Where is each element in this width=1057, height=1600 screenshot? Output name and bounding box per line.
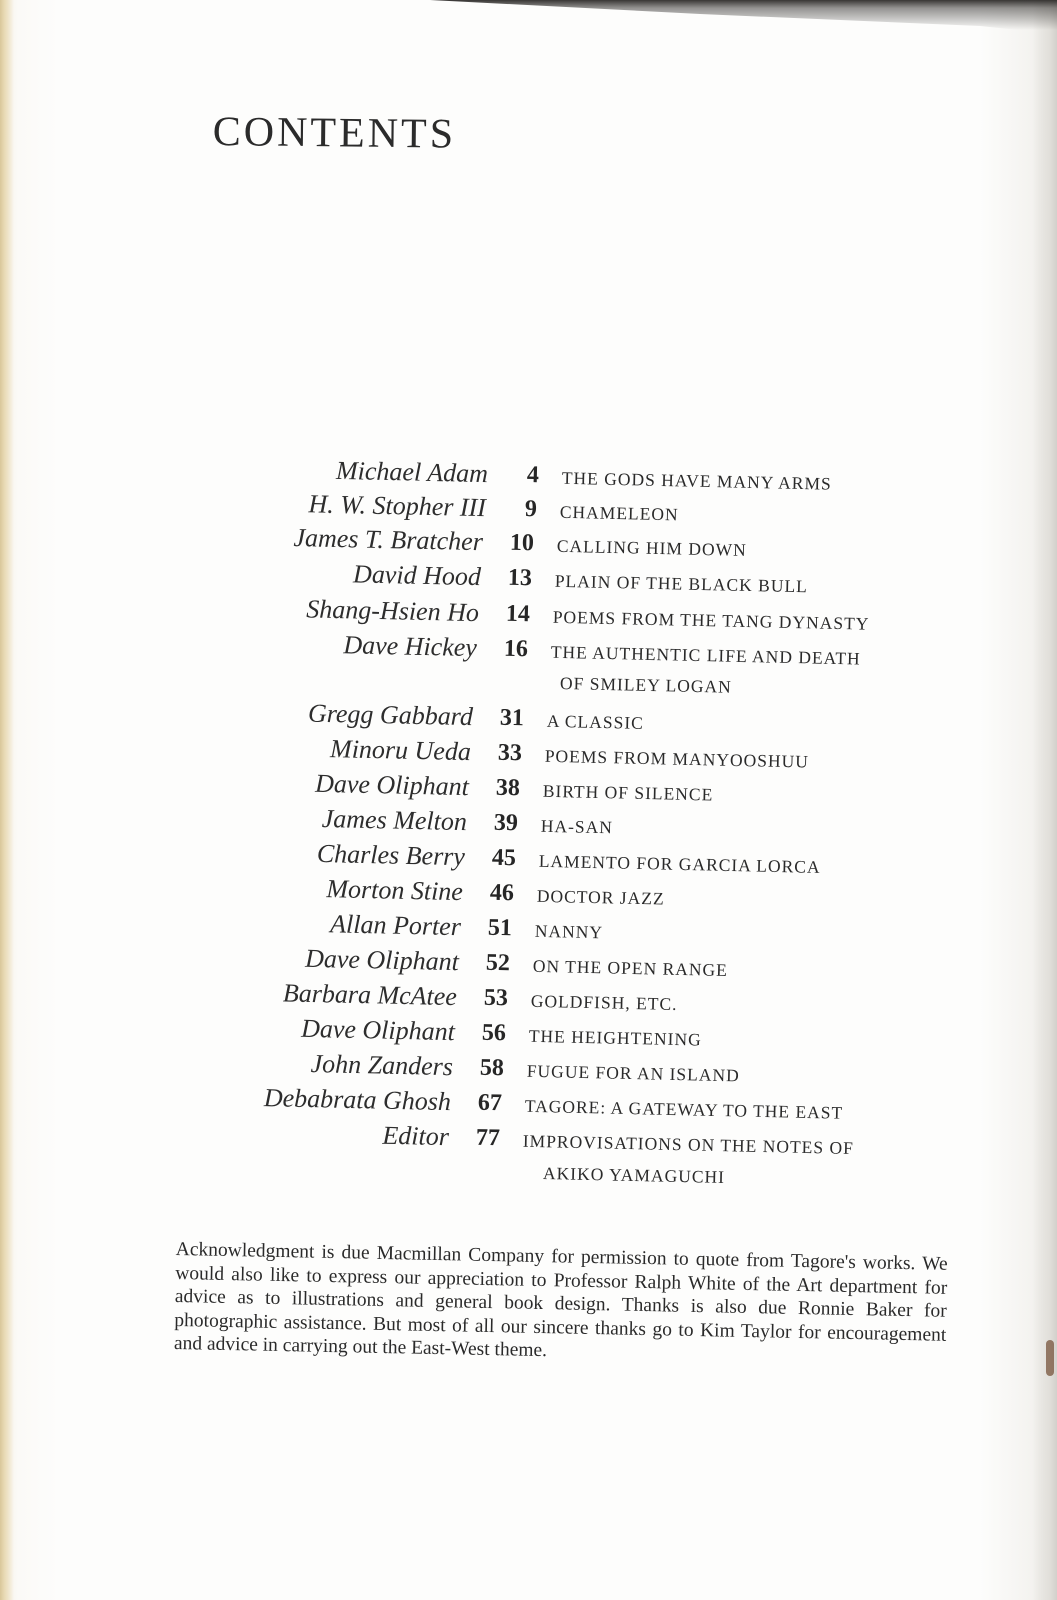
page-title: CONTENTS (212, 108, 457, 158)
toc-author: Debabrata Ghosh (263, 1083, 452, 1117)
toc-page-number: 53 (483, 984, 509, 1012)
toc-title: HA-SAN (540, 815, 614, 838)
toc-page-number: 52 (485, 949, 511, 977)
toc-author: Gregg Gabbard (307, 698, 474, 732)
toc-title: A CLASSIC (546, 710, 645, 733)
toc-page-number: 67 (477, 1089, 503, 1117)
toc-page-number: 9 (524, 496, 538, 523)
toc-title: THE HEIGHTENING (528, 1025, 702, 1050)
toc-author: David Hood (352, 559, 482, 592)
toc-page-number: 33 (497, 739, 523, 767)
toc-page-number: 56 (481, 1019, 507, 1047)
toc-title: DOCTOR JAZZ (536, 885, 665, 909)
toc-author: Dave Oliphant (314, 768, 470, 802)
toc-title: POEMS FROM MANYOOSHUU (544, 745, 810, 772)
toc-author: John Zanders (310, 1049, 454, 1082)
toc-title: POEMS FROM THE TANG DYNASTY (552, 606, 870, 634)
toc-title: FUGUE FOR AN ISLAND (526, 1060, 740, 1086)
toc-page-number: 4 (526, 462, 540, 489)
toc-title: THE GODS HAVE MANY ARMS (561, 467, 832, 494)
toc-title: PLAIN OF THE BLACK BULL (554, 570, 809, 597)
toc-author: Michael Adam (335, 455, 489, 489)
toc-title: GOLDFISH, ETC. (530, 990, 678, 1014)
toc-title: ON THE OPEN RANGE (532, 955, 729, 981)
toc-title: CHAMELEON (559, 501, 679, 525)
toc-page-number: 31 (499, 704, 525, 732)
toc-author: Morton Stine (326, 874, 464, 907)
toc-page-number: 45 (491, 844, 517, 872)
toc-author: Dave Hickey (343, 630, 478, 663)
toc-page-number: 39 (493, 809, 519, 837)
toc-author: Dave Oliphant (300, 1013, 456, 1047)
toc-page-number: 14 (505, 600, 531, 628)
toc-author: Shang-Hsien Ho (306, 594, 480, 628)
toc-author: James T. Bratcher (293, 523, 484, 557)
toc-title: NANNY (534, 920, 604, 943)
toc-author: Barbara McAtee (282, 978, 458, 1012)
toc-title-continuation: AKIKO YAMAGUCHI (542, 1163, 726, 1187)
toc-author: Charles Berry (316, 838, 466, 872)
toc-page-number: 46 (489, 879, 515, 907)
toc-page-number: 77 (475, 1124, 501, 1152)
toc-page-number: 58 (479, 1054, 505, 1082)
toc-author: H. W. Stopher III (308, 489, 487, 523)
toc-author: Allan Porter (329, 909, 462, 942)
toc-title: LAMENTO FOR GARCIA LORCA (538, 850, 821, 877)
toc-author: Dave Oliphant (304, 943, 460, 977)
toc-page-number: 16 (503, 635, 529, 663)
toc-title: THE AUTHENTIC LIFE AND DEATH (550, 641, 861, 669)
toc-page-number: 10 (509, 529, 535, 557)
toc-author: James Melton (321, 804, 468, 837)
toc-page-number: 51 (487, 914, 513, 942)
toc-title-continuation: OF SMILEY LOGAN (559, 673, 733, 697)
toc-title: IMPROVISATIONS ON THE NOTES OF (522, 1130, 855, 1158)
toc-title: CALLING HIM DOWN (556, 535, 748, 560)
toc-author: Minoru Ueda (329, 734, 472, 767)
acknowledgment-paragraph: Acknowledgment is due Macmillan Company for permission to quote from Tagore's works. We would also like to express our appreciation to Professor Ralph White of the Art department for advice as to illustrations and general book design. Thanks is also due Ronnie Baker for photographic assistance. But most of all our sincere thanks go to Kim Taylor for encouragement and advice in carrying out the East-West theme. (173, 1238, 948, 1362)
toc-page-number: 13 (507, 564, 533, 592)
toc-page-number: 38 (495, 774, 521, 802)
toc-title: TAGORE: A GATEWAY TO THE EAST (524, 1095, 844, 1123)
toc-author: Editor (382, 1120, 450, 1152)
toc-title: BIRTH OF SILENCE (542, 780, 714, 805)
